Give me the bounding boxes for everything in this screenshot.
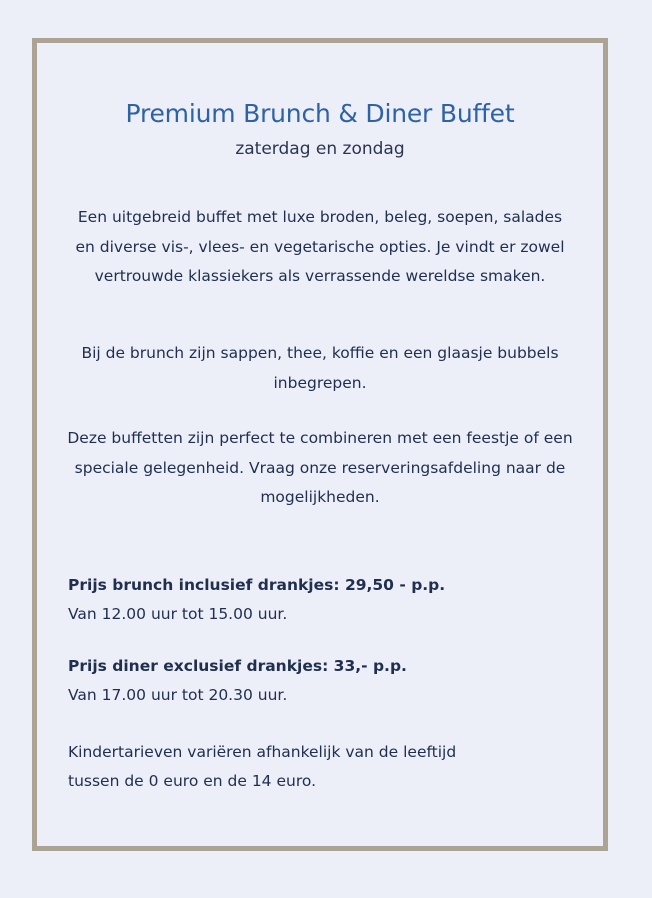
occasion-paragraph: Deze buffetten zijn perfect te combineren met een feestje of een speciale gelegenheid. Vraag onze reserveringsafdeling naar de mogelijkheden.	[67, 429, 573, 506]
card-subtitle: zaterdag en zondag	[235, 139, 405, 159]
diner-hours: Van 17.00 uur tot 20.30 uur.	[68, 686, 288, 704]
kids-rates-line-2: tussen de 0 euro en de 14 euro.	[68, 772, 316, 790]
kids-rates-line-1: Kindertarieven variëren afhankelijk van de leeftijd	[68, 743, 457, 761]
card-title: Premium Brunch & Diner Buffet	[125, 99, 515, 128]
brunch-price-line: Prijs brunch inclusief drankjes: 29,50 - p.p.	[68, 576, 446, 594]
diner-price-line: Prijs diner exclusief drankjes: 33,- p.p.	[68, 657, 407, 675]
diner-price-block	[68, 652, 568, 710]
brunch-price-block	[68, 571, 568, 629]
brunch-hours: Van 12.00 uur tot 15.00 uur.	[68, 605, 288, 623]
buffet-card	[32, 38, 608, 851]
brunch-drinks-paragraph: Bij de brunch zijn sappen, thee, koffie en een glaasje bubbels inbegrepen.	[81, 344, 559, 392]
description-paragraph: Een uitgebreid buffet met luxe broden, beleg, soepen, salades en diverse vis-, vlees- en vegetarische opties. Je vindt er zowel vertrouwde klassiekers als verrassende wereldse smaken.	[75, 208, 565, 285]
kids-rates-block	[68, 738, 568, 796]
